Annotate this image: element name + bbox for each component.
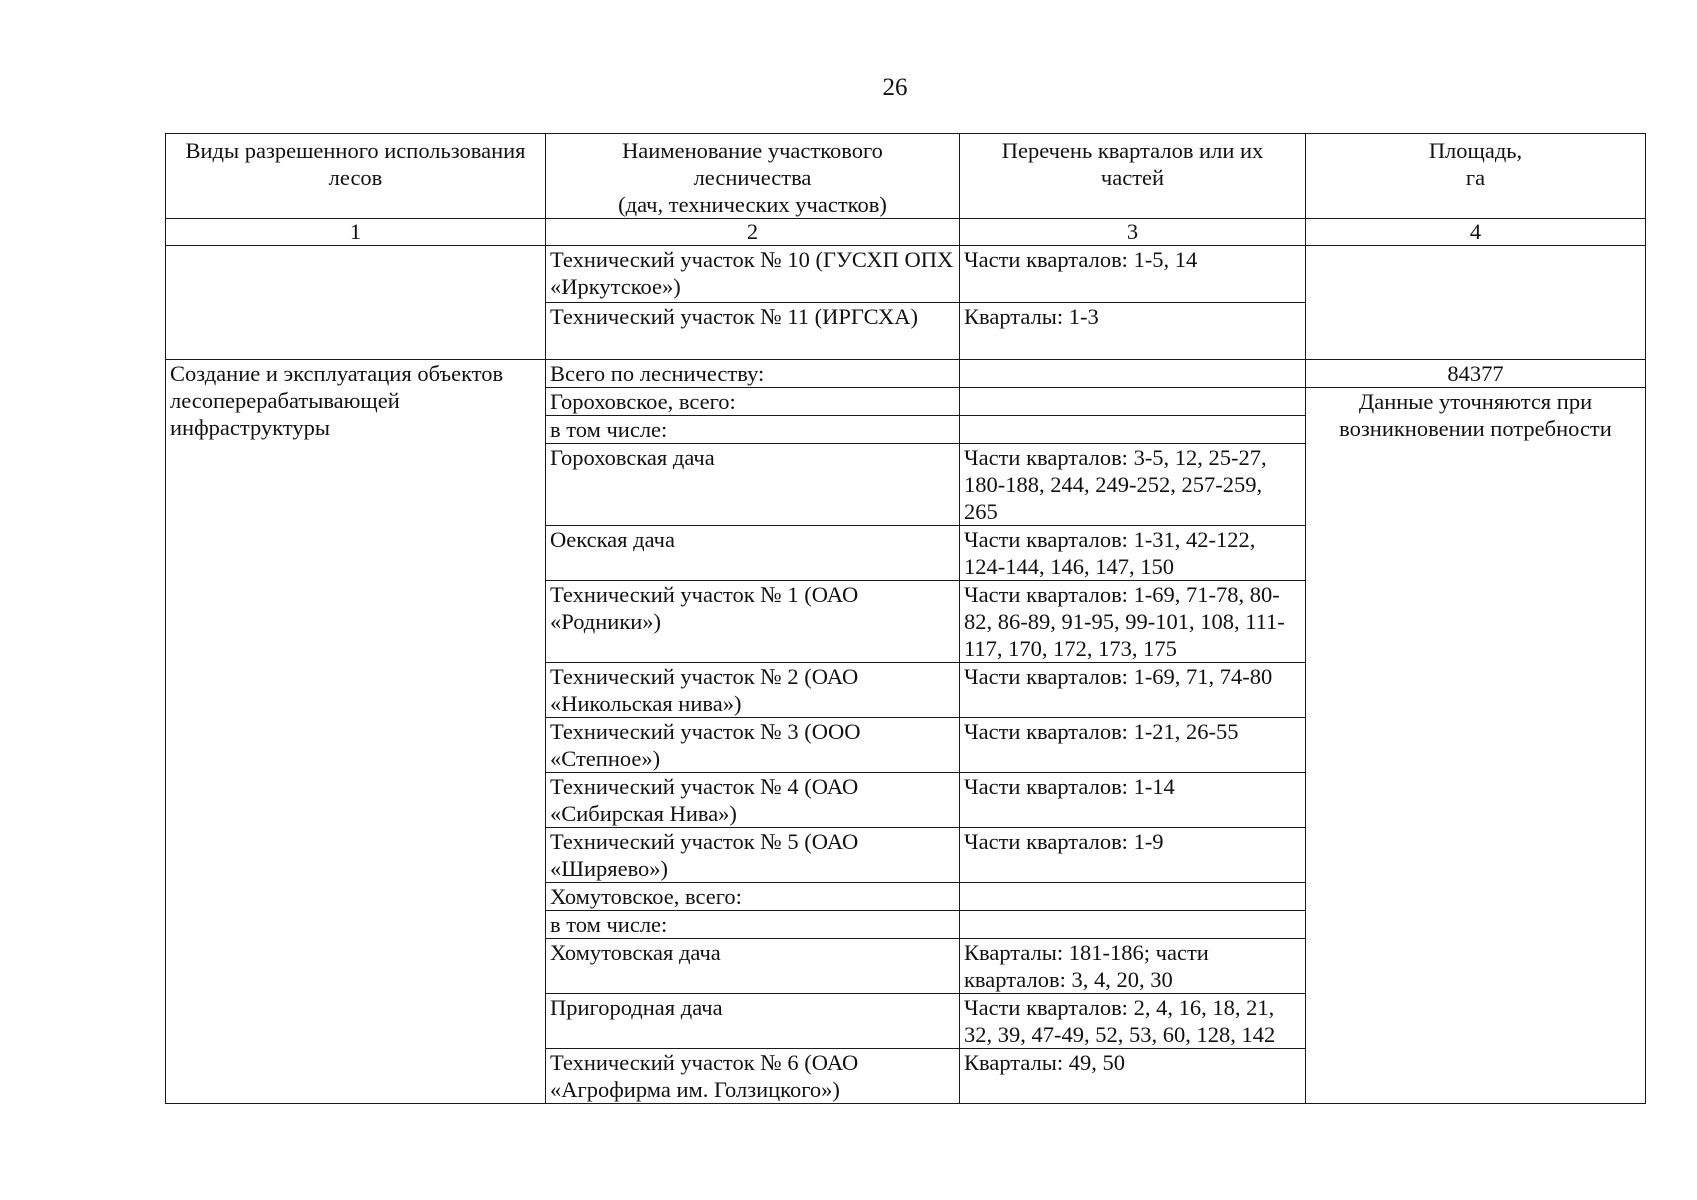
forestry-name-cell: Хомутовское, всего:	[546, 883, 960, 911]
table-row	[166, 360, 1646, 388]
quarters-cell: Части кварталов: 1-31, 42-122, 124-144, 146, 147, 150	[960, 526, 1306, 581]
quarters-cell	[960, 360, 1306, 388]
forestry-name-cell: Технический участок № 5 (ОАО «Ширяево»)	[546, 828, 960, 883]
quarters-cell: Части кварталов: 3-5, 12, 25-27, 180-188, 244, 249-252, 257-259, 265	[960, 444, 1306, 526]
forestry-name-cell: Технический участок № 2 (ОАО «Никольская нива»)	[546, 663, 960, 718]
area-cell-empty	[1306, 246, 1646, 360]
header-quarters-list	[960, 134, 1306, 219]
forestry-name-cell: Технический участок № 6 (ОАО «Агрофирма им. Голзицкого»)	[546, 1049, 960, 1104]
forestry-name-cell: Всего по лесничеству:	[546, 360, 960, 388]
quarters-cell: Кварталы: 181-186; части кварталов: 3, 4, 20, 30	[960, 939, 1306, 994]
quarters-cell: Части кварталов: 1-21, 26-55	[960, 718, 1306, 773]
forestry-name-cell: Технический участок № 4 (ОАО «Сибирская Нива»)	[546, 773, 960, 828]
header-line: лесов	[328, 165, 383, 190]
header-area	[1306, 134, 1646, 219]
quarters-cell: Кварталы: 1-3	[960, 303, 1306, 360]
quarters-cell: Части кварталов: 1-9	[960, 828, 1306, 883]
quarters-cell: Кварталы: 49, 50	[960, 1049, 1306, 1104]
header-line: Виды разрешенного использования	[185, 138, 526, 163]
header-line: га	[1465, 165, 1486, 190]
quarters-cell	[960, 883, 1306, 911]
forestry-name-cell: Хомутовская дача	[546, 939, 960, 994]
quarters-cell: Части кварталов: 1-69, 71-78, 80-82, 86-89, 91-95, 99-101, 108, 111-117, 170, 172, 173, 175	[960, 581, 1306, 663]
forest-use-table	[165, 133, 1646, 1104]
quarters-cell: Части кварталов: 1-5, 14	[960, 246, 1306, 303]
quarters-cell	[960, 416, 1306, 444]
area-total-cell: 84377	[1306, 360, 1646, 388]
column-number: 2	[546, 219, 960, 246]
forestry-name-cell: в том числе:	[546, 911, 960, 939]
forestry-name-cell: Гороховская дача	[546, 444, 960, 526]
table-header-row	[166, 134, 1646, 219]
column-number: 3	[960, 219, 1306, 246]
forestry-name-cell: Технический участок № 10 (ГУСХП ОПХ «Иркутское»)	[546, 246, 960, 303]
quarters-cell: Части кварталов: 2, 4, 16, 18, 21, 32, 39, 47-49, 52, 53, 60, 128, 142	[960, 994, 1306, 1049]
header-line: Наименование участкового	[622, 138, 883, 163]
header-usage-type	[166, 134, 546, 219]
forestry-name-cell: Оекская дача	[546, 526, 960, 581]
header-line: частей	[1100, 165, 1165, 190]
table-row	[166, 246, 1646, 303]
forestry-name-cell: в том числе:	[546, 416, 960, 444]
column-numbers-row	[166, 219, 1646, 246]
quarters-cell	[960, 911, 1306, 939]
page-number: 26	[882, 74, 908, 101]
area-note-cell: Данные уточняются при возникновении потребности	[1306, 388, 1646, 1104]
forestry-name-cell: Технический участок № 11 (ИРГСХА)	[546, 303, 960, 360]
forestry-name-cell: Пригородная дача	[546, 994, 960, 1049]
quarters-cell: Части кварталов: 1-14	[960, 773, 1306, 828]
forestry-name-cell: Гороховское, всего:	[546, 388, 960, 416]
header-forestry-name	[546, 134, 960, 219]
usage-type-cell: Создание и эксплуатация объектов лесоперерабатывающей инфраструктуры	[166, 360, 546, 1104]
quarters-cell: Части кварталов: 1-69, 71, 74-80	[960, 663, 1306, 718]
forestry-name-cell: Технический участок № 1 (ОАО «Родники»)	[546, 581, 960, 663]
header-line: Перечень кварталов или их	[1001, 138, 1264, 163]
header-line: (дач, технических участков)	[618, 192, 887, 217]
column-number: 1	[166, 219, 546, 246]
header-line: лесничества	[693, 165, 812, 190]
usage-type-cell-empty	[166, 246, 546, 360]
forestry-name-cell: Технический участок № 3 (ООО «Степное»)	[546, 718, 960, 773]
header-line: Площадь,	[1428, 138, 1523, 163]
column-number: 4	[1306, 219, 1646, 246]
quarters-cell	[960, 388, 1306, 416]
